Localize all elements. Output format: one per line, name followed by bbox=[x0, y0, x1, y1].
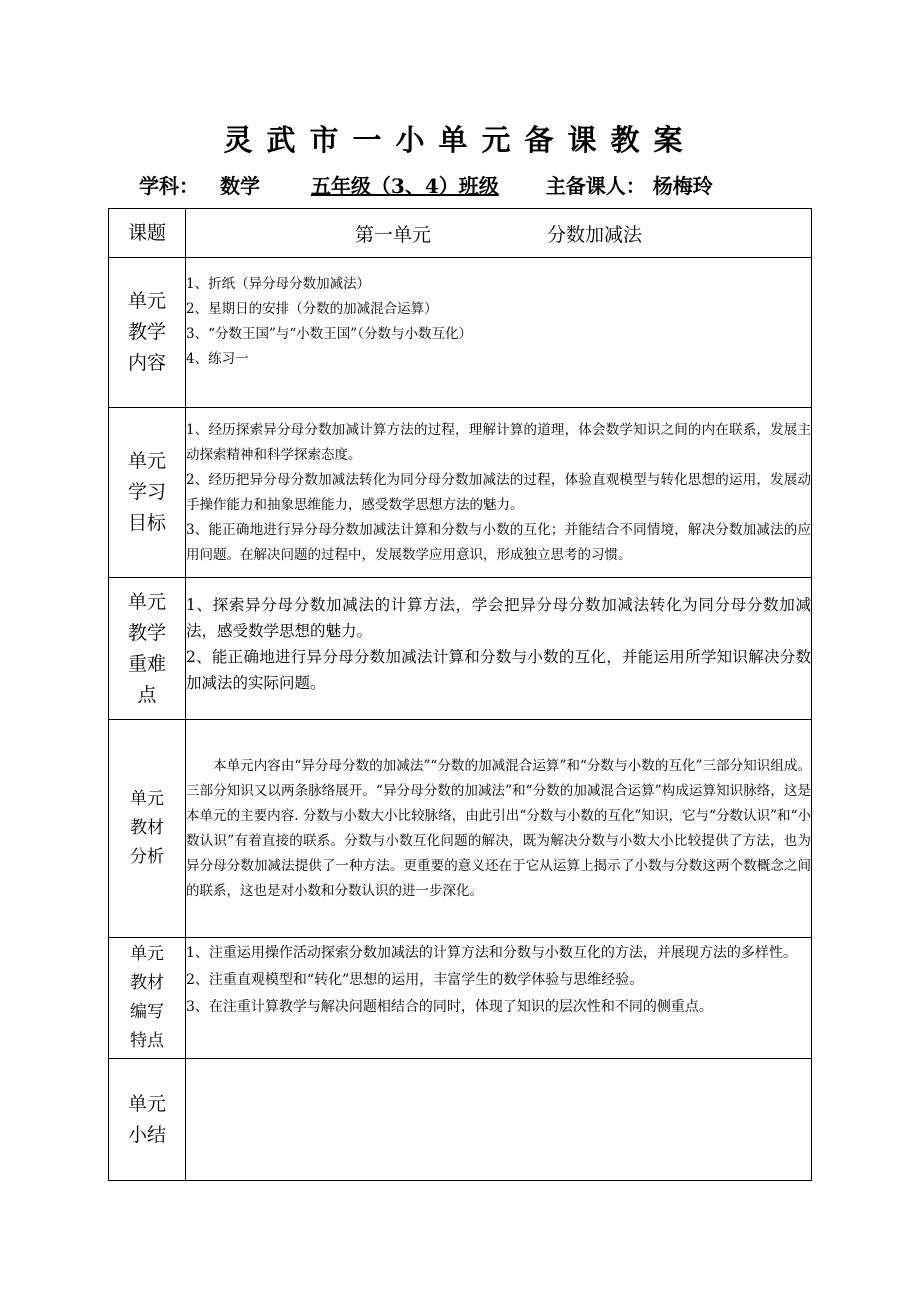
features-cell bbox=[186, 938, 812, 1059]
label-key-points: 单元 教学 重难 点 bbox=[109, 578, 186, 720]
topic-cell bbox=[186, 209, 812, 258]
label-goals: 单元 学习 目标 bbox=[109, 408, 186, 578]
list-item: 1、经历探索异分母分数加减计算方法的过程，理解计算的道理，体会数学知识之间的内在联系，发展主动探索精神和科学探索态度。 bbox=[186, 421, 811, 463]
row-summary bbox=[109, 1059, 812, 1181]
label-analysis: 单元 教材 分析 bbox=[109, 720, 186, 938]
list-item: 4、练习一 bbox=[186, 351, 249, 367]
label-features: 单元 教材 编写 特点 bbox=[109, 938, 186, 1059]
analysis-text: 本单元内容由“异分母分数的加减法”“分数的加减混合运算”和“分数与小数的互化”三部分知识组成。三部分知识又以两条脉络展开。“异分母分数的加减法”和“分数的加减混合运算”构成运算知识脉络，这是本单元的主要内容. 分数与小数大小比较脉络，由此引出“分数与小数的互化”知识，它与“分数认识”和“小数认识”有着直接的联系。分数与小数互化问题的解决，既为解决分数与小数大小比较提供了方法，也为异分母分数加减法提供了一种方法。更重要的意义还在于它从运算上揭示了小数与分数这两个数概念之间的联系，这也是对小数和分数认识的进一步深化。 bbox=[186, 757, 811, 899]
topic-unit: 第一单元 bbox=[354, 223, 431, 246]
label-summary: 单元 小结 bbox=[109, 1059, 186, 1181]
list-item: 2、经历把异分母分数加减法转化为同分母分数加减法的过程，体验直观模型与转化思想的运用，发展动手操作能力和抽象思维能力，感受数学思想方法的魅力。 bbox=[186, 471, 811, 513]
list-item: 2、星期日的安排（分数的加减混合运算） bbox=[186, 301, 438, 317]
row-goals bbox=[109, 408, 812, 578]
list-item: 2、注重直观模型和“转化”思想的运用，丰富学生的数学体验与思维经验。 bbox=[186, 972, 644, 988]
row-features bbox=[109, 938, 812, 1059]
grade-class: 五年级（3、4）班级 bbox=[310, 174, 499, 198]
list-item: 3、“分数王国”与“小数王国”（分数与小数互化） bbox=[186, 326, 472, 342]
analysis-cell bbox=[186, 720, 812, 938]
goals-cell bbox=[186, 408, 812, 578]
author-label: 主备课人： bbox=[545, 174, 646, 198]
label-topic: 课题 bbox=[109, 209, 186, 258]
row-key-points bbox=[109, 578, 812, 720]
list-item: 1、探索异分母分数加减法的计算方法，学会把异分母分数加减法转化为同分母分数加减法，感受数学思想的魅力。 bbox=[186, 596, 811, 640]
topic-name: 分数加减法 bbox=[547, 223, 643, 246]
author-name: 杨梅玲 bbox=[652, 174, 713, 198]
list-item: 1、折纸（异分母分数加减法） bbox=[186, 276, 371, 292]
summary-cell bbox=[186, 1059, 812, 1181]
content-cell bbox=[186, 258, 812, 408]
document-title: 灵武市一小单元备课教案 bbox=[223, 123, 697, 157]
row-analysis bbox=[109, 720, 812, 938]
key-points-cell bbox=[186, 578, 812, 720]
list-item: 2、能正确地进行异分母分数加减法计算和分数与小数的互化，并能运用所学知识解决分数加减法的实际问题。 bbox=[186, 648, 811, 692]
header-info bbox=[139, 170, 713, 199]
list-item: 3、能正确地进行异分母分数加减法计算和分数与小数的互化；并能结合不同情境，解决分数加减法的应用问题。在解决问题的过程中，发展数学应用意识，形成独立思考的习惯。 bbox=[186, 521, 811, 563]
subject-value: 数学 bbox=[219, 174, 260, 198]
list-item: 3、在注重计算教学与解决问题相结合的同时，体现了知识的层次性和不同的侧重点。 bbox=[186, 999, 713, 1015]
row-content bbox=[109, 258, 812, 408]
list-item: 1、注重运用操作活动探索分数加减法的计算方法和分数与小数互化的方法，并展现方法的多样性。 bbox=[186, 945, 797, 961]
subject-label: 学科： bbox=[139, 174, 199, 198]
row-topic bbox=[109, 209, 812, 258]
lesson-plan-table bbox=[108, 208, 812, 1181]
label-content: 单元 教学 内容 bbox=[109, 258, 186, 408]
